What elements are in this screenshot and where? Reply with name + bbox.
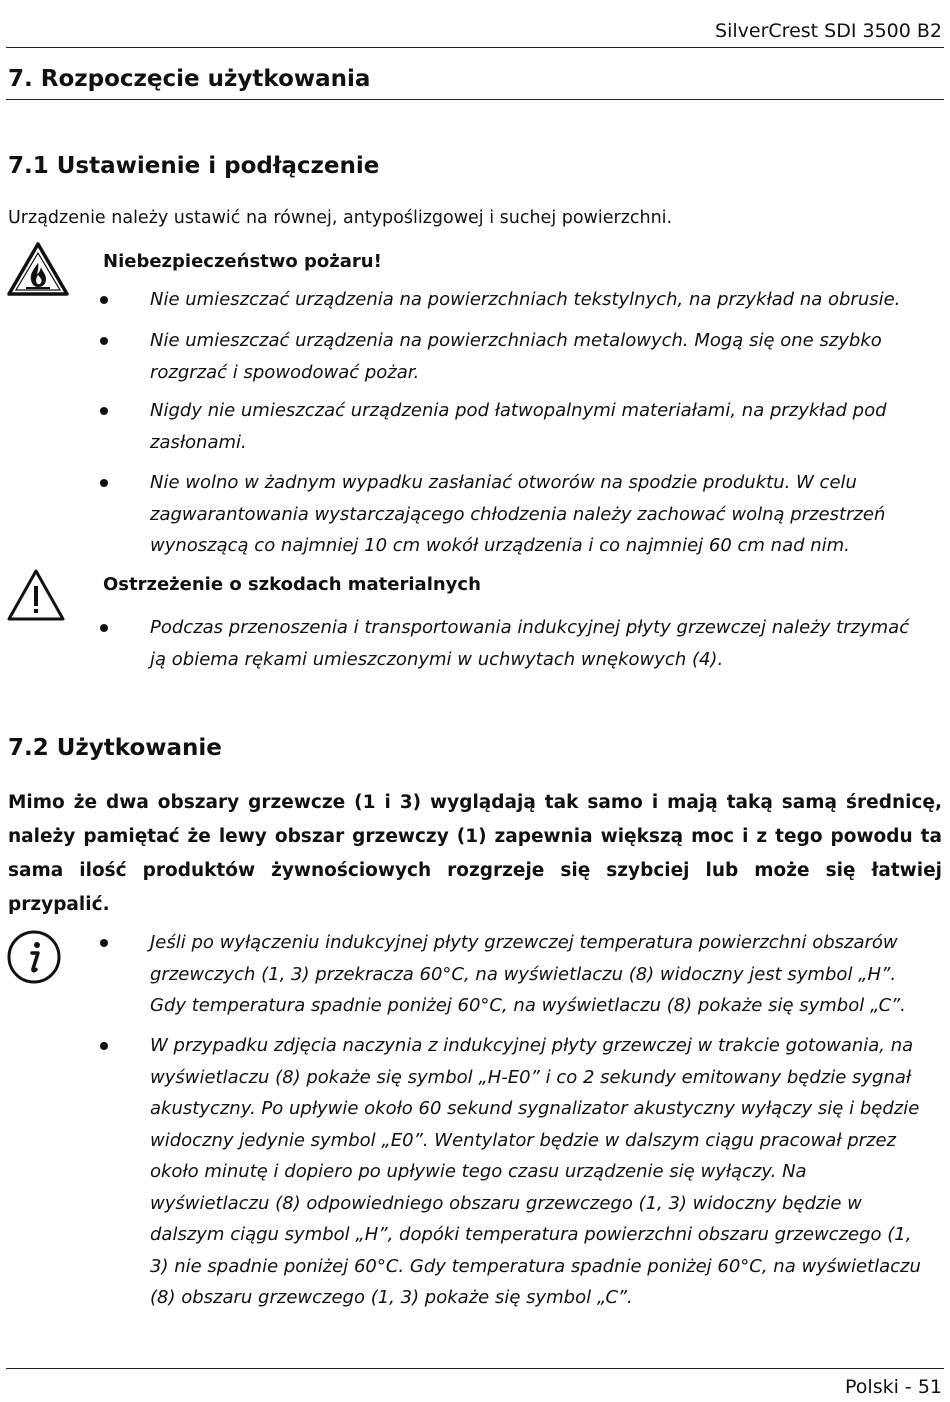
bullet-dot — [100, 939, 108, 947]
page-number: Polski - 51 — [845, 1376, 942, 1398]
footer-rule — [6, 1368, 944, 1369]
fire-warning-item: Nie umieszczać urządzenia na powierzchniach metalowych. Mogą się one szybko rozgrzać i spowodować pożar. — [150, 330, 882, 383]
header-rule — [6, 47, 944, 48]
section-7-2-intro: Mimo że dwa obszary grzewcze (1 i 3) wyglądają tak samo i mają taką samą średnicę, należy pamiętać że lewy obszar grzewczy (1) zapewnia większą moc i z tego powodu ta sama ilość produktów żywnościowych rozgrzeje się szybciej lub może się łatwiej przypalić. — [8, 792, 942, 915]
warning-triangle-icon — [6, 568, 66, 622]
section-7-rule — [6, 99, 944, 100]
bullet-dot — [100, 337, 108, 345]
fire-warning-title: Niebezpieczeństwo pożaru! — [103, 251, 382, 272]
fire-warning-item: Nigdy nie umieszczać urządzenia pod łatwopalnymi materiałami, na przykład pod zasłonami. — [150, 400, 887, 453]
info-item: Jeśli po wyłączeniu indukcyjnej płyty grzewczej temperatura powierzchni obszarów grzewczych (1, 3) przekracza 60°C, na wyświetlaczu (8) widoczny jest symbol „H”. Gdy temperatura spadnie poniżej 60°C, na wyświetlaczu (8) pokaże się symbol „C”. — [150, 932, 906, 1016]
fire-warning-item: Nie wolno w żadnym wypadku zasłaniać otworów na spodzie produktu. W celu zagwarantowania wystarczającego chłodzenia należy zachować wolną przestrzeń wynoszącą co najmniej 10 cm wokół urządzenia i co najmniej 60 cm nad nim. — [150, 472, 886, 556]
section-7-2-title: 7.2 Użytkowanie — [8, 735, 222, 761]
bullet-dot — [100, 624, 108, 632]
section-7-1-intro: Urządzenie należy ustawić na równej, antypoślizgowej i suchej powierzchni. — [8, 208, 673, 228]
material-warning-title: Ostrzeżenie o szkodach materialnych — [103, 574, 481, 595]
section-7-1-title: 7.1 Ustawienie i podłączenie — [8, 153, 380, 179]
fire-warning-item: Nie umieszczać urządzenia na powierzchniach tekstylnych, na przykład na obrusie. — [150, 289, 901, 310]
bullet-dot — [100, 479, 108, 487]
material-warning-item: Podczas przenoszenia i transportowania indukcyjnej płyty grzewczej należy trzymać ją obiema rękami umieszczonymi w uchwytach wnękowych (4). — [150, 617, 910, 670]
fire-hazard-icon — [6, 241, 70, 297]
info-icon — [6, 929, 62, 985]
bullet-dot — [100, 407, 108, 415]
info-item: W przypadku zdjęcia naczynia z indukcyjnej płyty grzewczej w trakcie gotowania, na wyświetlaczu (8) pokaże się symbol „H-E0” i co 2 sekundy emitowany będzie sygnał akustyczny. Po upływie około 60 sekund sygnalizator akustyczny wyłączy się i będzie widoczny jedynie symbol „E0”. Wentylator będzie w dalszym ciągu pracował przez około minutę i dopiero po upływie tego czasu urządzenie się wyłączy. Na wyświetlaczu (8) odpowiedniego obszaru grzewczego (1, 3) widoczny będzie w dalszym ciągu symbol „H”, dopóki temperatura powierzchni obszaru grzewczego (1, 3) nie spadnie poniżej 60°C. Gdy temperatura spadnie poniżej 60°C, na wyświetlaczu (8) obszaru grzewczego (1, 3) pokaże się symbol „C”. — [150, 1035, 921, 1308]
section-7-title: 7. Rozpoczęcie użytkowania — [8, 66, 371, 92]
bullet-dot — [100, 1042, 108, 1050]
bullet-dot — [100, 296, 108, 304]
header-product-name: SilverCrest SDI 3500 B2 — [715, 20, 942, 42]
